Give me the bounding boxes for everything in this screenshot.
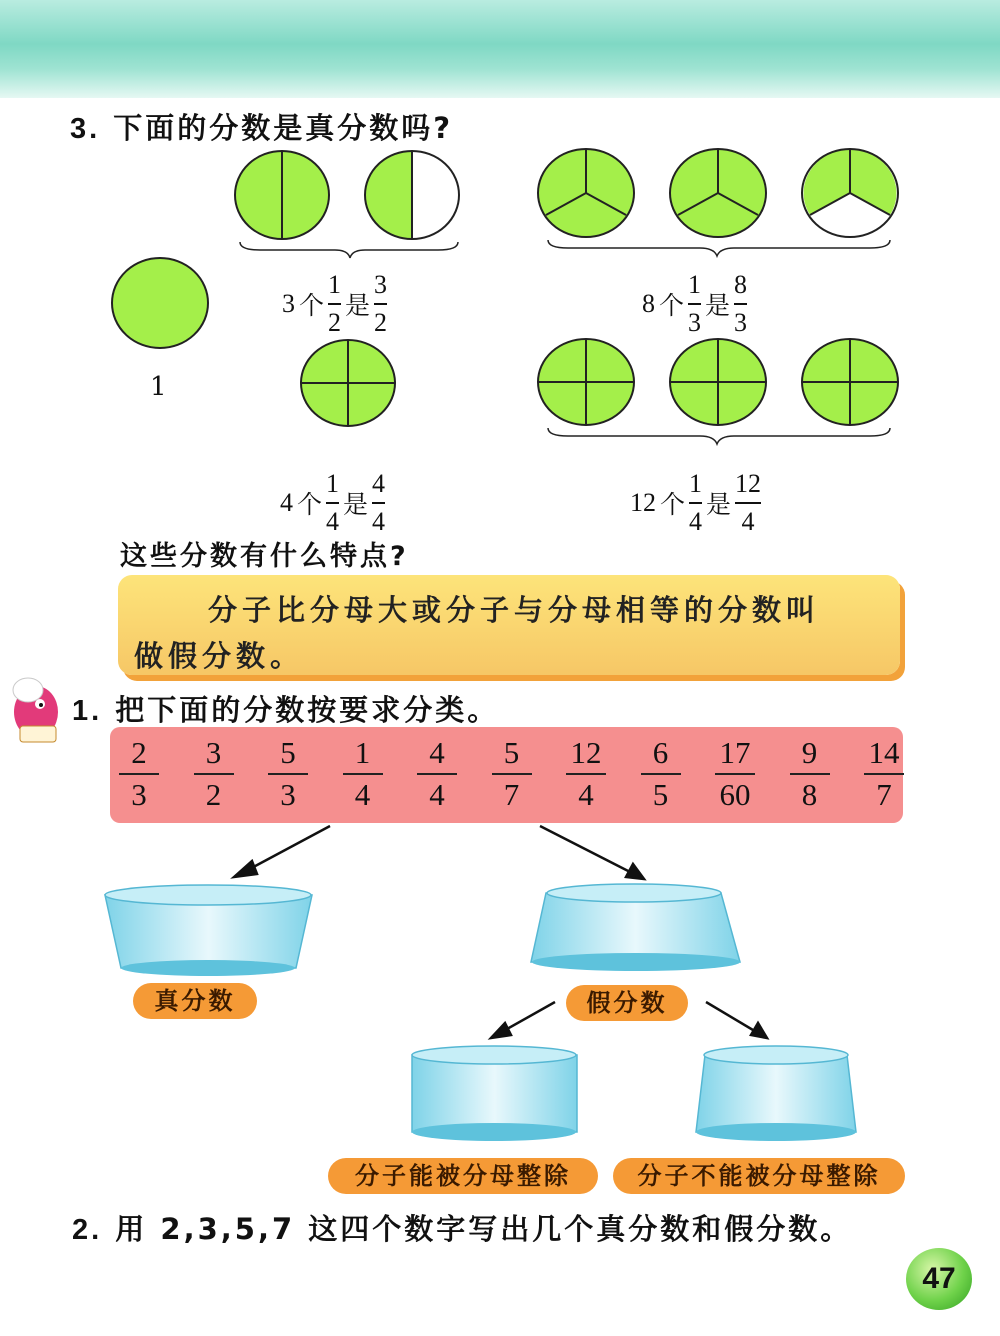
caption-halves — [282, 270, 387, 338]
caption-is: 是 — [345, 291, 371, 320]
caption-unit: 个 — [297, 490, 323, 519]
frac-numerator: 3 — [374, 270, 388, 299]
frac-numerator: 1 — [688, 270, 702, 299]
frac-numerator: 4 — [372, 469, 386, 498]
label-not-divisible: 分子不能被分母整除 — [613, 1158, 905, 1194]
strip-denominator: 5 — [652, 777, 669, 812]
strip-numerator: 12 — [570, 735, 602, 770]
frac-denominator: 4 — [689, 507, 703, 536]
label-improper-fraction: 假分数 — [566, 985, 688, 1021]
strip-denominator: 3 — [131, 777, 147, 812]
definition-line-2: 做假分数。 — [134, 639, 305, 673]
strip-fraction — [191, 735, 237, 813]
frac-denominator: 4 — [372, 507, 386, 536]
frac-denominator: 3 — [688, 308, 702, 337]
arrow-to-proper — [234, 826, 330, 877]
half-circle-partial — [365, 151, 459, 239]
quarter-circle-1 — [538, 339, 634, 425]
caption-thirds — [642, 270, 747, 338]
third-circle-partial — [802, 149, 898, 237]
frac-denominator: 2 — [374, 308, 388, 337]
caption-count: 3 — [282, 289, 295, 318]
caption-quarters-single — [280, 469, 385, 537]
caption-unit: 个 — [299, 291, 325, 320]
quarter-circle-2 — [670, 339, 766, 425]
strip-fraction — [712, 735, 758, 813]
strip-numerator: 5 — [280, 735, 296, 770]
brace-halves — [240, 242, 458, 258]
frac-denominator: 4 — [741, 507, 755, 536]
strip-fraction — [340, 735, 386, 813]
caption-is: 是 — [706, 490, 732, 519]
strip-denominator: 3 — [280, 777, 296, 812]
caption-is: 是 — [343, 490, 369, 519]
q3-title: 下面的分数是真分数吗? — [113, 111, 454, 145]
strip-denominator: 4 — [429, 777, 445, 812]
strip-fraction — [787, 735, 833, 813]
ex2-text: 用 2,3,5,7 这四个数字写出几个真分数和假分数。 — [115, 1212, 853, 1246]
strip-numerator: 1 — [354, 735, 371, 770]
strip-fraction — [414, 735, 460, 813]
strip-denominator: 2 — [205, 777, 222, 812]
quarter-circle-single — [301, 340, 395, 426]
frac-numerator: 12 — [735, 469, 762, 498]
third-circle-1 — [538, 149, 634, 237]
bowl-proper — [105, 885, 312, 976]
ex2-heading — [72, 1207, 852, 1248]
frac-numerator: 8 — [734, 270, 748, 299]
arrow-to-not-divisible — [706, 1002, 767, 1038]
ex1-title: 把下面的分数按要求分类。 — [115, 693, 500, 727]
caption-unit: 个 — [660, 490, 686, 519]
third-circle-2 — [670, 149, 766, 237]
arrow-to-improper — [540, 826, 644, 879]
frac-denominator: 4 — [326, 507, 340, 536]
caption-count: 12 — [630, 488, 656, 517]
strip-numerator: 4 — [429, 735, 445, 770]
ex2-number: 2. — [72, 1214, 103, 1246]
frac-numerator: 1 — [326, 469, 340, 498]
bowl-not-divisible — [696, 1046, 856, 1141]
strip-denominator: 4 — [578, 777, 594, 812]
brace-thirds — [548, 240, 890, 256]
ex1-heading — [72, 688, 499, 729]
caption-count: 4 — [280, 488, 293, 517]
strip-fraction — [265, 735, 311, 813]
strip-numerator: 6 — [652, 735, 669, 770]
caption-is: 是 — [705, 291, 731, 320]
strip-numerator: 3 — [205, 735, 222, 770]
q3-question: 这些分数有什么特点? — [120, 541, 409, 572]
strip-denominator: 7 — [503, 777, 520, 812]
strip-denominator: 4 — [354, 777, 371, 812]
strip-numerator: 14 — [868, 735, 900, 770]
strip-denominator: 7 — [876, 777, 892, 812]
strip-numerator: 17 — [719, 735, 751, 770]
arrow-to-divisible — [491, 1002, 555, 1038]
strip-denominator: 60 — [719, 777, 751, 812]
strip-numerator: 9 — [801, 735, 818, 770]
whole-label: 1 — [150, 372, 167, 402]
quarter-circle-3 — [802, 339, 898, 425]
bowl-improper — [531, 884, 740, 971]
q3-number: 3. — [70, 113, 101, 145]
label-proper-fraction: 真分数 — [133, 983, 257, 1019]
ex1-number: 1. — [72, 695, 103, 727]
half-circle-full — [235, 151, 329, 239]
caption-quarters-triple — [630, 469, 761, 537]
mascot-icon — [13, 678, 58, 742]
frac-numerator: 1 — [328, 270, 342, 299]
whole-circle — [112, 258, 208, 348]
strip-numerator: 2 — [131, 735, 147, 770]
caption-count: 8 — [642, 289, 655, 318]
frac-numerator: 1 — [689, 469, 703, 498]
brace-quarters — [548, 428, 890, 444]
strip-fraction — [563, 735, 609, 813]
frac-denominator: 3 — [734, 308, 748, 337]
strip-fraction — [638, 735, 684, 813]
strip-numerator: 5 — [503, 735, 520, 770]
strip-fraction — [861, 735, 907, 813]
label-divisible: 分子能被分母整除 — [328, 1158, 598, 1194]
caption-unit: 个 — [659, 291, 685, 320]
strip-denominator: 8 — [801, 777, 818, 812]
frac-denominator: 2 — [328, 308, 342, 337]
strip-fraction — [116, 735, 162, 813]
definition-line-1: 分子比分母大或分子与分母相等的分数叫 — [208, 593, 821, 627]
page-number: 47 — [906, 1248, 972, 1310]
strip-fraction — [489, 735, 535, 813]
bowl-divisible — [412, 1046, 577, 1141]
